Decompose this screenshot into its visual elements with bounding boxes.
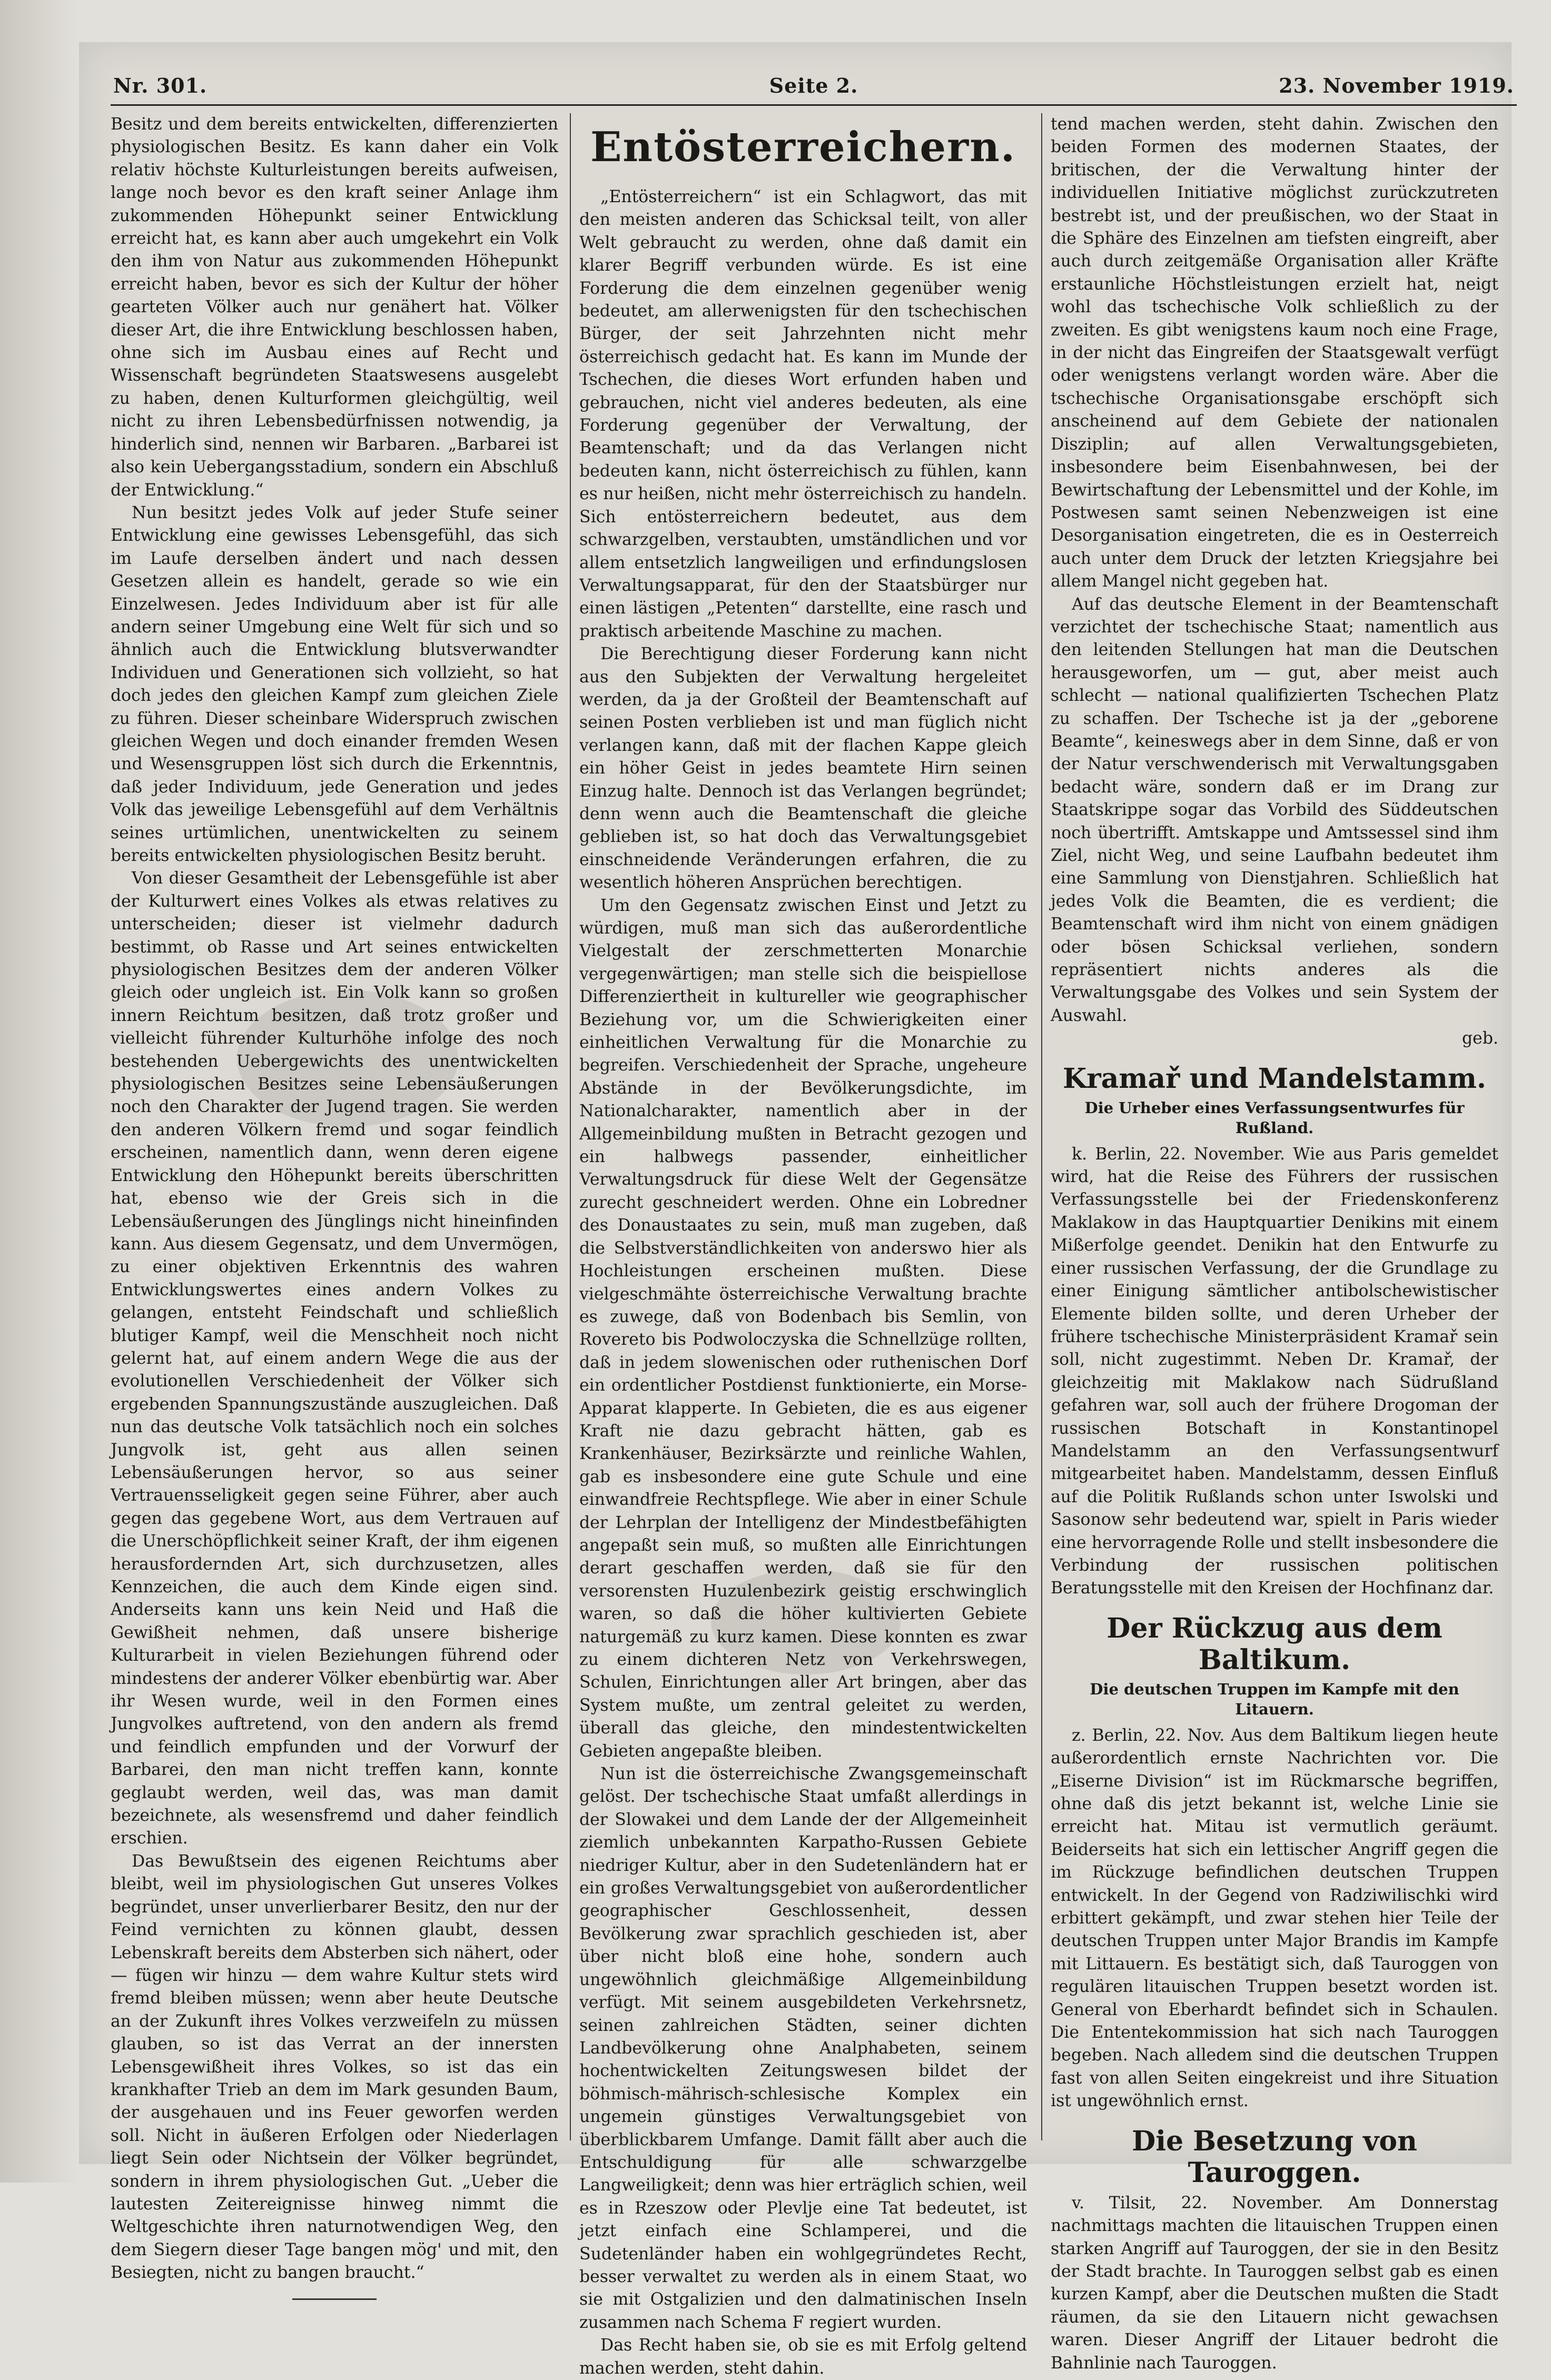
column-right — [1051, 113, 1498, 2373]
end-separator — [292, 2298, 377, 2300]
article-paragraph: Das Recht haben sie, ob sie es mit Erfolg geltend machen werden, steht dahin. — [579, 2336, 1027, 2378]
kramar-subtitle: Die Urheber eines Verfassungsentwurfes für Rußland. — [1084, 1098, 1465, 1137]
issue-date: 23. November 1919. — [1279, 74, 1514, 97]
page-header — [113, 74, 1514, 105]
baltikum-subtitle: Die deutschen Truppen im Kampfe mit den Litauern. — [1090, 1680, 1459, 1718]
article-paragraph: Besitz und dem bereits entwickelten, differenzierten physiologischen Besitz. Es kann daher ein Volk relativ höchste Kulturleistungen bereits aufweisen, lange noch bevor es den kraft seiner Anlage ihm zukommenden Höhepunkt seiner Entwicklung erreicht hat, es kann aber auch umgekehrt ein Volk den ihm von Natur aus zukommenden Höhepunkt erreicht haben, bevor es sich der Kultur der höher gearteten Völker auch nur genähert hat. Völker dieser Art, die ihre Entwicklung beschlossen haben, ohne sich im Ausbau eines auf Recht und Wissenschaft begründeten Staatswesens ausgelebt zu haben, denen Kulturformen gleichgültig, weil nicht zu ihren Lebensbedürfnissen notwendig, ja hinderlich sind, nennen wir Barbaren. „Barbarei ist also kein Uebergangsstadium, sondern ein Abschluß der Entwicklung.“ — [111, 115, 558, 500]
article-paragraph: „Entösterreichern“ ist ein Schlagwort, das mit den meisten anderen das Schicksal teilt, von aller Welt gebraucht zu werden, ohne daß damit ein klarer Begriff verbunden würde. Es ist eine Forderung die dem einzelnen gegenüber wenig bedeutet, am allerwenigsten für den tschechischen Bürger, der seit Jahrzehnten nicht mehr österreichisch gedacht hat. Es kann im Munde der Tschechen, die dieses Wort erfunden haben und gebrauchen, nicht viel anderes bedeuten, als eine Forderung gegenüber der Verwaltung, der Beamtenschaft; und da das Verlangen nicht bedeuten kann, nicht österreichisch zu fühlen, kann es nur heißen, nicht mehr österreichisch zu handeln. Sich entösterreichern bedeutet, aus dem schwarzgelben, verstaubten, umständlichen und vor allem entsetzlich langweiligen und erfindungslosen Verwaltungsapparat, für den der Staatsbürger nur einen lästigen „Petenten“ darstellte, eine rasch und praktisch arbeitende Maschine zu machen. — [579, 187, 1027, 641]
baltikum-title: Der Rückzug aus dem Baltikum. — [1107, 1612, 1443, 1676]
column-divider — [570, 113, 571, 2140]
article-paragraph: Von dieser Gesamtheit der Lebensgefühle ist aber der Kulturwert eines Volkes als etwas relatives zu unterscheiden; dieser ist vielmehr dadurch bestimmt, ob Rasse und Art seines entwickelten physiologischen Besitzes dem der anderen Völker gleich oder ungleich ist. Ein Volk kann so großen innern Reichtum besitzen, daß trotz großer und vielleicht führender Kulturhöhe infolge des noch bestehenden Uebergewichts des unentwickelten physiologischen Besitzes seine Lebensäußerungen noch den Charakter der Jugend tragen. Sie werden den anderen Völkern fremd und sogar feindlich erscheinen, namentlich dann, wenn deren eigene Entwicklung den Höhepunkt bereits überschritten hat, ebenso wie der Greis sich in die Lebensäußerungen des Jünglings nicht hineinfinden kann. Aus diesem Gegensatz, und dem Unvermögen, zu einer objektiven Erkenntnis des wahren Entwicklungswertes eines andern Volkes zu gelangen, entsteht Feindschaft und schließlich blutiger Kampf, weil die Menschheit noch nicht gelernt hat, auf einem andern Wege die aus der evolutionellen Verschiedenheit der Völker sich ergebenden Spannungszustände auszugleichen. Daß nun das deutsche Volk tatsächlich noch ein solches Jungvolk ist, geht aus allen seinen Lebensäußerungen hervor, so aus seiner Vertrauensseligkeit gegen seine Führer, aber auch gegen das gegebene Wort, aus dem Vertrauen auf die Unerschöpflichkeit seiner Kraft, der ihm eigenen herausfordernden Art, sich durchzusetzen, alles Kennzeichen, die auch dem Kinde eigen sind. Anderseits kann uns kein Neid und Haß die Gewißheit nehmen, daß unsere bisherige Kulturarbeit in vielen Beziehungen führend oder mindestens der anderer Völker ebenbürtig war. Aber ihr Wesen wurde, weil in den Formen eines Jungvolkes auftretend, von den andern als fremd und feindlich empfunden und der Vorwurf der Barbarei, den man nicht treffen kann, konnte geglaubt werden, weil das, was man damit bezeichnete, als wesensfremd und daher feindlich erschien. — [111, 869, 558, 1848]
article-signature: geb. — [1462, 1029, 1498, 1048]
page-number: Seite 2. — [769, 74, 858, 97]
article-paragraph: Nun besitzt jedes Volk auf jeder Stufe seiner Entwicklung eine gewisses Lebensgefühl, das sich im Laufe derselben ändert und nach dessen Gesetzen allein es handelt, gerade so wie ein Einzelwesen. Jedes Individuum aber ist für alle andern seiner Umgebung eine Welt für sich und so ähnlich auch die Entwicklung blutsverwandter Individuen und Generationen sich vollzieht, so hat doch jedes den gleichen Kampf zum gleichen Ziele zu führen. Dieser scheinbare Widerspruch zwischen gleichen Wegen und doch einander fremden Wesen und Wesensgruppen löst sich durch die Erkenntnis, daß jeder Individuum, jede Generation und jedes Volk das jeweilige Lebensgefühl auf dem Verhältnis seines urtümlichen, unentwickelten zu seinem bereits entwickelten physiologischen Besitz beruht. — [111, 503, 558, 865]
tauroggen-title: Die Besetzung von Tauroggen. — [1132, 2125, 1417, 2189]
column-divider — [1041, 113, 1042, 2140]
issue-number: Nr. 301. — [113, 74, 208, 97]
article-title: Entösterreichern. — [590, 123, 1016, 171]
kramar-title: Kramař und Mandelstamm. — [1063, 1062, 1486, 1095]
article-paragraph: tend machen werden, steht dahin. Zwischen den beiden Formen des modernen Staates, der britischen, der die Verwaltung hinter der individuellen Initiative möglichst zurückzutreten bestrebt ist, und der preußischen, wo der Staat in die Sphäre des Einzelnen am tiefsten eingreift, aber auch durch zeitgemäße Organisation aller Kräfte erstaunliche Höchstleistungen erzielt hat, neigt wohl das tschechische Volk schließlich zu der zweiten. Es gibt wenigstens kaum noch eine Frage, in der nicht das Eingreifen der Staatsgewalt verfügt oder wenigstens verlangt worden wäre. Aber die tschechische Organisationsgabe erschöpft sich anscheinend auf dem Gebiete der nationalen Disziplin; auf allen Verwaltungsgebieten, insbesondere beim Eisenbahnwesen, bei der Bewirtschaftung der Lebensmittel und der Kohle, im Postwesen samt seinen Nebenzweigen ist eine Desorganisation eingetreten, die es in Oesterreich auch unter dem Druck der letzten Kriegsjahre bei allem Mangel nicht gegeben hat. — [1051, 115, 1498, 591]
kramar-text: k. Berlin, 22. November. Wie aus Paris gemeldet wird, hat die Reise des Führers der russischen Verfassungsstelle bei der Friedenskonferenz Maklakow in das Hauptquartier Denikins mit einem Mißerfolge geendet. Denikin hat den Entwurfe zu einer russischen Verfassung, der die Grundlage zu einer Einigung sämtlicher antibolschewistischer Elemente bilden sollte, und deren Urheber der frühere tschechische Ministerpräsident Kramař sein soll, nicht zugestimmt. Neben Dr. Kramař, der gleichzeitig mit Maklakow nach Südrußland gefahren war, soll auch der frühere Drogoman der russischen Botschaft in Konstantinopel Mandelstamm an den Verfassungsentwurf mitgearbeitet haben. Mandelstamm, dessen Einfluß auf die Politik Rußlands schon unter Iswolski und Sasonow sehr bedeutend war, spielt in Paris wieder eine hervorragende Rolle und stellt insbesondere die Verbindung der russischen politischen Beratungsstelle mit den Kreisen der Hochfinanz dar. — [1051, 1144, 1498, 1598]
article-paragraph: Nun ist die österreichische Zwangsgemeinschaft gelöst. Der tschechische Staat umfaßt allerdings in der Slowakei und dem Lande der der Allgemeinheit ziemlich unbekannten Karpatho-Russen Gebiete niedriger Kultur, aber in den Sudetenländern hat er ein großes Verwaltungsgebiet von außerordentlicher geographischer Geschlossenheit, dessen Bevölkerung zwar sprachlich geschieden ist, aber über nicht bloß eine hohe, sondern auch ungewöhnlich gleichmäßige Allgemeinbildung verfügt. Mit seinem ausgebildeten Verkehrsnetz, seinen zahlreichen Städten, seiner dichten Landbevölkerung ohne Analphabeten, seinem hochentwickelten Zeitungswesen bildet der böhmisch-mährisch-schlesische Komplex ein ungemein günstiges Verwaltungsgebiet von überblickbarem Umfange. Damit fällt aber auch die Entschuldigung für alle schwarzgelbe Langweiligkeit; denn was hier erträglich schien, weil es in Rzeszow oder Plevlje eine Tat bedeutet, ist jetzt einfach eine Schlamperei, und die Sudetenländer haben ein wohlgegründetes Recht, besser verwaltet zu werden als in einem Staat, wo sie mit Ostgalizien und den dalmatinischen Inseln zusammen nach Schema F regiert wurden. — [579, 1764, 1027, 2332]
tauroggen-text: v. Tilsit, 22. November. Am Donnerstag nachmittags machten die litauischen Truppen einen starken Angriff auf Tauroggen, der sie in den Besitz der Stadt brachte. In Tauroggen selbst gab es einen kurzen Kampf, aber die Deutschen mußten die Stadt räumen, da sie den Litauern nicht gewachsen waren. Dieser Angriff der Litauer bedroht die Bahnlinie nach Tauroggen. — [1051, 2193, 1498, 2373]
article-paragraph: Das Bewußtsein des eigenen Reichtums aber bleibt, weil im physiologischen Gut unseres Volkes begründet, unser unverlierbarer Besitz, den nur der Feind vernichten zu können glaubt, dessen Lebenskraft bereits dem Absterben sich nähert, oder — fügen wir hinzu — dem wahre Kultur stets wird fremd bleiben müssen; wenn aber heute Deutsche an der Zukunft ihres Volkes verzweifeln zu müssen glauben, so ist das Verrat an der innersten Lebensgewißheit ihres Volkes, so ist das ein krankhafter Trieb an dem im Mark gesunden Baum, der ausgehauen und ins Feuer geworfen werden soll. Nicht in äußeren Erfolgen oder Niederlagen liegt Sein oder Nichtsein der Völker begründet, sondern in ihrem physiologischen Gut. „Ueber die lautesten Zeitereignisse hinweg nimmt die Weltgeschichte ihren naturnotwendigen Weg, den dem Siegern dieser Tage bangen mög' und mit, den Besiegten, nicht zu bangen braucht.“ — [111, 1851, 558, 2283]
article-paragraph: Auf das deutsche Element in der Beamtenschaft verzichtet der tschechische Staat; namentlich aus den leitenden Stellungen hat man die Deutschen herausgeworfen, um — gut, aber meist auch schlecht — national qualifizierten Tschechen Platz zu schaffen. Der Tscheche ist ja der „geborene Beamte“, keineswegs aber in dem Sinne, daß er von der Natur verschwenderisch mit Verwaltungsgaben bedacht wäre, sondern daß er im Drang zur Staatskrippe sogar das Vorbild des Süddeutschen noch übertrifft. Amtskappe und Amtssessel sind ihm Ziel, nicht Weg, und seine Laufbahn bedeutet ihm eine Sammlung von Dienstjahren. Schließlich hat jedes Volk die Beamten, die es verdient; die Beamtenschaft wird ihm nicht von einem gnädigen oder bösen Schicksal verliehen, sondern repräsentiert nichts anderes als die Verwaltungsgabe des Volkes und sein System der Auswahl. — [1051, 594, 1498, 1025]
scan-binding-edge — [0, 0, 79, 2183]
article-paragraph: Die Berechtigung dieser Forderung kann nicht aus den Subjekten der Verwaltung hergeleitet werden, da ja der Großteil der Beamtenschaft auf seinen Posten verblieben ist und man füglich nicht verlangen kann, daß mit der flachen Kappe gleich ein höher Geist in jedes beamtete Hirn seinen Einzug halte. Dennoch ist das Verlangen begründet; denn wenn auch die Beamtenschaft die gleiche geblieben ist, so hat doch das Verwaltungsgebiet einschneidende Veränderungen erfahren, die zu wesentlich höheren Ansprüchen berechtigen. — [579, 644, 1027, 893]
column-middle — [579, 113, 1027, 2378]
article-paragraph: Um den Gegensatz zwischen Einst und Jetzt zu würdigen, muß man sich das außerordentliche Vielgestalt der zerschmetterten Monarchie vergegenwärtigen; man stelle sich die beispiellose Differenziertheit in kultureller wie geographischer Beziehung vor, um die Schwierigkeiten einer einheitlichen Verwaltung für die Monarchie zu begreifen. Verschiedenheit der Sprache, ungeheure Abstände in der Bevölkerungsdichte, im Nationalcharakter, namentlich aber in der Allgemeinbildung mußten in Betracht gezogen und ein halbwegs passender, einheitlicher Verwaltungsdruck für diese Welt der Gegensätze zurecht geschneidert werden. Ohne ein Lobredner des Donaustaates zu sein, muß man zugeben, daß die Selbstverständlichkeiten von anderswo hier als Hochleistungen erscheinen mußten. Diese vielgeschmähte österreichische Verwaltung brachte es zuwege, daß von Bodenbach bis Semlin, von Rovereto bis Podwoloczyska die Schnellzüge rollten, daß in jedem slowenischen oder ruthenischen Dorf ein ordentlicher Postdienst funktionierte, ein Morse-Apparat klapperte. In Gebieten, die es aus eigener Kraft nie dazu gebracht hätten, gab es Krankenhäuser, Bezirksärzte und reinliche Wahlen, gab es insbesondere eine gute Schule und eine einwandfreie Rechtspflege. Wie aber in einer Schule der Lehrplan der Intelligenz der Mindestbefähigten angepaßt sein muß, so mußten alle Einrichtungen derart geschaffen werden, daß sie für den versorensten Huzulenbezirk geistig erschwinglich waren, so daß die höher kultivierten Gebiete naturgemäß zu kurz kamen. Diese konnten es zwar zu einem dichteren Netz von Verkehrswegen, Schulen, Einrichtungen aller Art bringen, aber das System mußte, um zentral geleitet zu werden, überall das gleiche, den mindestentwickelten Gebieten angepaßte bleiben. — [579, 896, 1027, 1761]
header-rule — [111, 104, 1517, 106]
column-left — [111, 113, 558, 2283]
baltikum-text: z. Berlin, 22. Nov. Aus dem Baltikum liegen heute außerordentlich ernste Nachrichten vor. Die „Eiserne Division“ ist im Rückmarsche begriffen, ohne daß dis jetzt bekannt ist, welche Linie sie erreicht hat. Mitau ist vermutlich geräumt. Beiderseits hat sich ein lettischer Angriff gegen die im Rückzuge befindlichen deutschen Truppen entwickelt. In der Gegend von Radziwilischki wird erbittert gekämpft, und zwar stehen hier Teile der deutschen Truppen unter Major Brandis im Kampfe mit Littauern. Es bestätigt sich, daß Tauroggen von regulären litauischen Truppen besetzt worden ist. General von Eberhardt befindet sich in Schaulen. Die Ententekommission hat sich nach Tauroggen begeben. Nach alledem sind die deutschen Truppen fast von allen Seiten eingekreist und ihre Situation ist ungewöhnlich ernst. — [1051, 1726, 1498, 2111]
